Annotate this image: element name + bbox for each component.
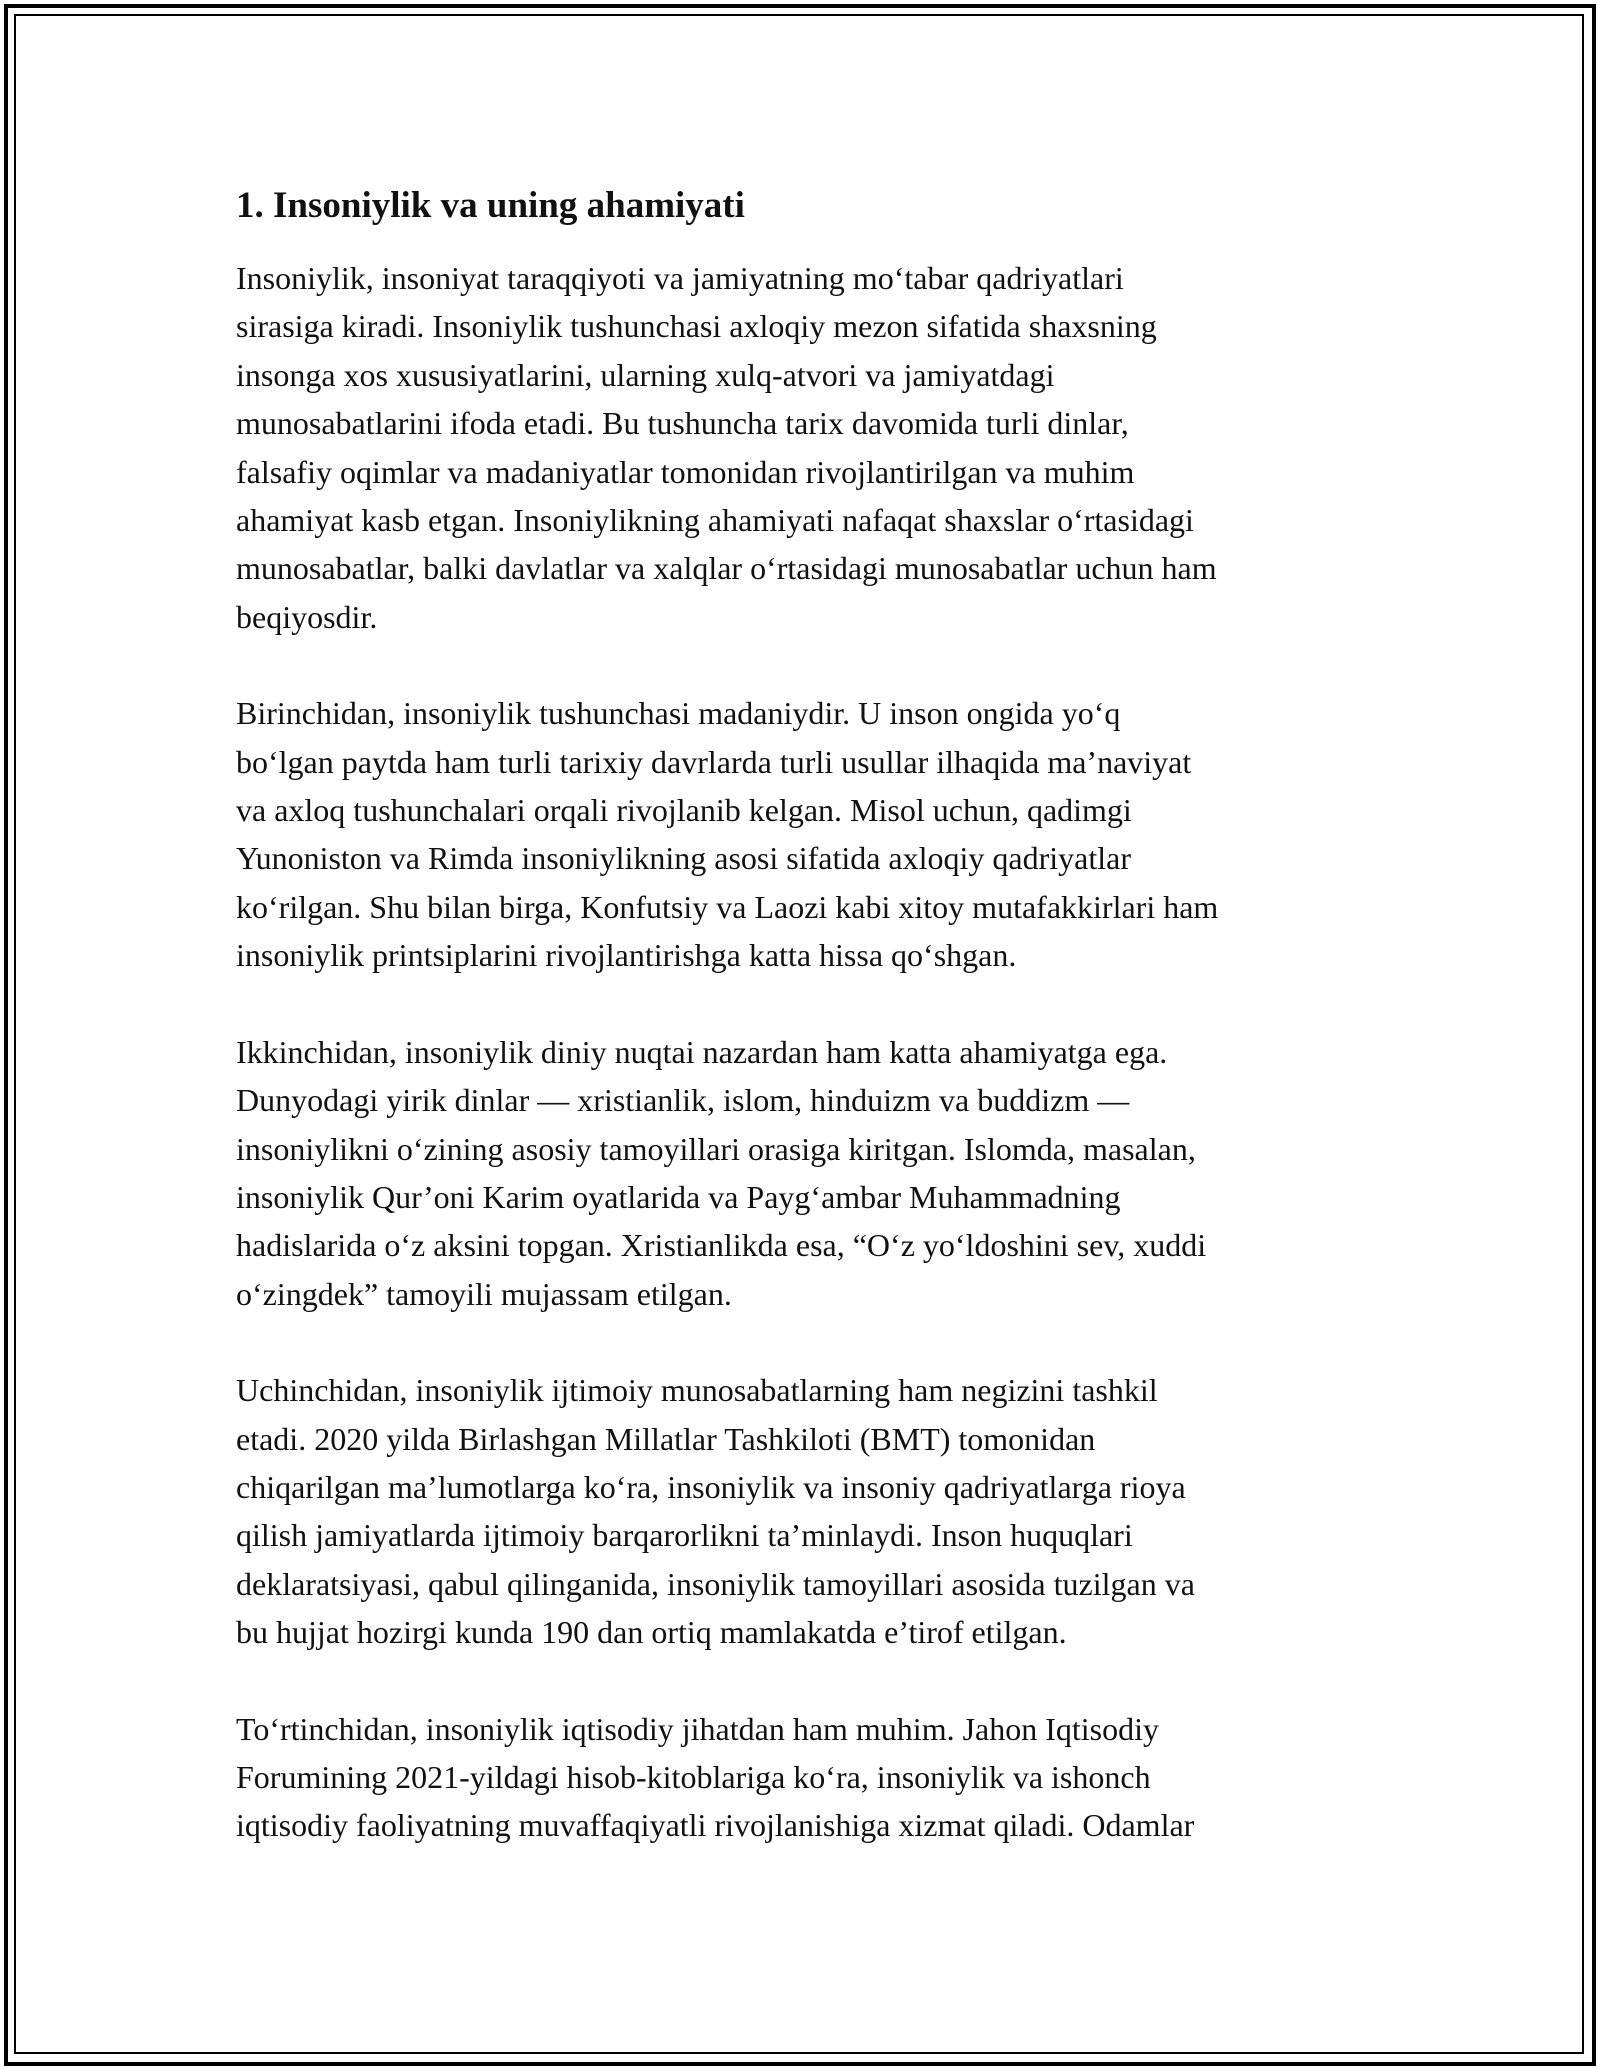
text-line: etadi. 2020 yilda Birlashgan Millatlar Tashkiloti (BMT) tomonidan — [236, 1420, 1096, 1457]
text-line: qilish jamiyatlarda ijtimoiy barqarorlikni ta’minlaydi. Inson huquqlari — [236, 1517, 1133, 1554]
text-line: o‘zingdek” tamoyili mujassam etilgan. — [236, 1275, 732, 1312]
text-line: insonga xos xususiyatlarini, ularning xulq-atvori va jamiyatdagi — [236, 356, 1055, 393]
text-line: falsafiy oqimlar va madaniyatlar tomonidan rivojlantirilgan va muhim — [236, 453, 1135, 490]
text-line: Forumining 2021-yildagi hisob-kitoblariga ko‘ra, insoniylik va ishonch — [236, 1758, 1151, 1795]
text-line: iqtisodiy faoliyatning muvaffaqiyatli rivojlanishiga xizmat qiladi. Odamlar — [236, 1807, 1195, 1844]
paragraph-second-point — [236, 1028, 1386, 1318]
text-line: bu hujjat hozirgi kunda 190 dan ortiq mamlakatda e’tirof etilgan. — [236, 1614, 1067, 1651]
text-line: Dunyodagi yirik dinlar — xristianlik, islom, hinduizm va buddizm — — [236, 1082, 1130, 1119]
text-line: insoniylikni o‘zining asosiy tamoyillari orasiga kiritgan. Islomda, masalan, — [236, 1130, 1196, 1167]
text-line: deklaratsiyasi, qabul qilinganida, insoniylik tamoyillari asosida tuzilgan va — [236, 1565, 1195, 1602]
text-line: Ikkinchidan, insoniylik diniy nuqtai nazardan ham katta ahamiyatga ega. — [236, 1033, 1168, 1070]
text-line: munosabatlar, balki davlatlar va xalqlar o‘rtasidagi munosabatlar uchun ham — [236, 550, 1217, 587]
text-line: chiqarilgan ma’lumotlarga ko‘ra, insoniylik va insoniy qadriyatlarga rioya — [236, 1468, 1186, 1505]
text-line: va axloq tushunchalari orqali rivojlanib kelgan. Misol uchun, qadimgi — [236, 792, 1132, 829]
text-line: hadislarida o‘z aksini topgan. Xristianlikda esa, “O‘z yo‘ldoshini sev, xuddi — [236, 1227, 1207, 1264]
paragraph-fourth-point — [236, 1705, 1386, 1850]
section-heading: 1. Insoniylik va uning ahamiyati — [236, 185, 745, 226]
text-line: Uchinchidan, insoniylik ijtimoiy munosabatlarning ham negizini tashkil — [236, 1372, 1158, 1409]
paragraph-intro — [236, 254, 1386, 641]
text-line: To‘rtinchidan, insoniylik iqtisodiy jihatdan ham muhim. Jahon Iqtisodiy — [236, 1710, 1160, 1747]
text-line: sirasiga kiradi. Insoniylik tushunchasi axloqiy mezon sifatida shaxsning — [236, 308, 1157, 345]
text-line: insoniylik printsiplarini rivojlantirishga katta hissa qo‘shgan. — [236, 937, 1017, 974]
text-line: Birinchidan, insoniylik tushunchasi madaniydir. U inson ongida yo‘q — [236, 695, 1121, 732]
paragraph-first-point — [236, 689, 1386, 979]
text-line: munosabatlarini ifoda etadi. Bu tushuncha tarix davomida turli dinlar, — [236, 405, 1129, 442]
text-line: Insoniylik, insoniyat taraqqiyoti va jamiyatning mo‘tabar qadriyatlari — [236, 260, 1124, 296]
text-line: Yunoniston va Rimda insoniylikning asosi sifatida axloqiy qadriyatlar — [236, 840, 1131, 877]
text-line: bo‘lgan paytda ham turli tarixiy davrlarda turli usullar ilhaqida ma’naviyat — [236, 743, 1192, 780]
document-body — [236, 184, 1386, 1898]
text-line: ahamiyat kasb etgan. Insoniylikning ahamiyati nafaqat shaxslar o‘rtasidagi — [236, 502, 1194, 539]
paragraph-third-point — [236, 1366, 1386, 1656]
text-line: ko‘rilgan. Shu bilan birga, Konfutsiy va Laozi kabi xitoy mutafakkirlari ham — [236, 888, 1219, 925]
text-line: beqiyosdir. — [236, 598, 378, 635]
text-line: insoniylik Qur’oni Karim oyatlarida va Payg‘ambar Muhammadning — [236, 1178, 1121, 1215]
